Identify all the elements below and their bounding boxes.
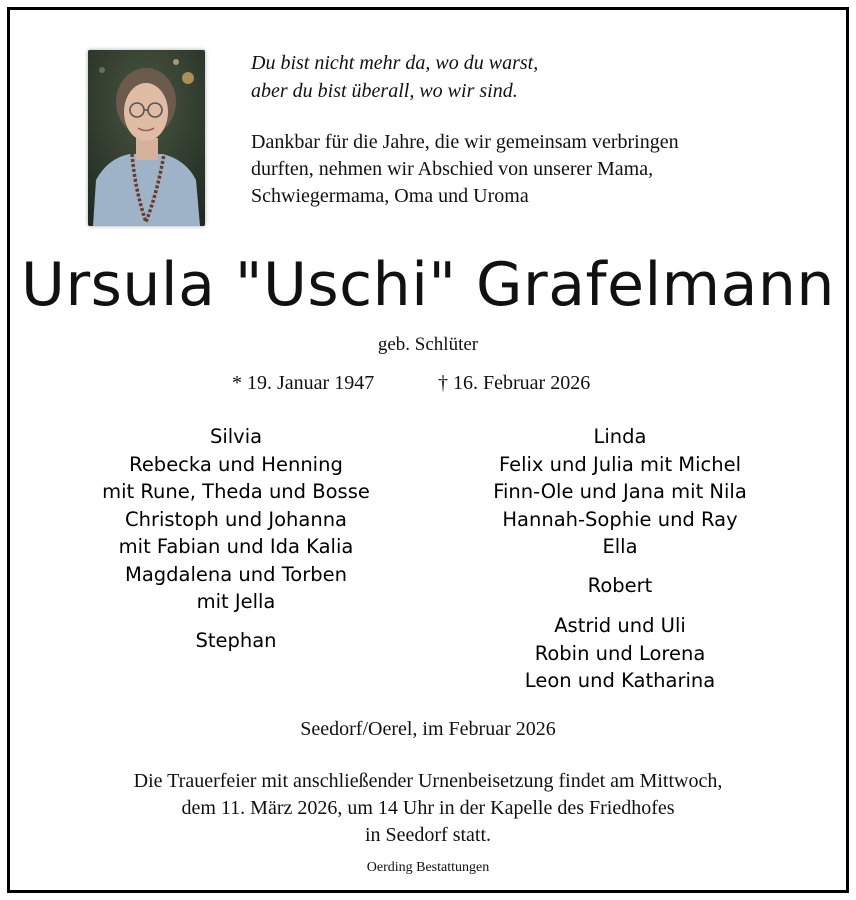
family-name: Christoph und Johanna — [124, 507, 348, 531]
family-name: Robert — [587, 574, 653, 597]
family-left-group-1 — [60, 423, 412, 616]
intro-line-3: Schwiegermama, Oma und Uroma — [251, 185, 529, 207]
family-name: Silvia — [209, 425, 263, 448]
family-name: Astrid und Uli — [554, 614, 686, 637]
family-right-group-2 — [444, 572, 796, 600]
family-right-group-3 — [444, 612, 796, 695]
funeral-home: Oerding Bestattungen — [366, 860, 490, 875]
notice-line-2: dem 11. März 2026, um 14 Uhr in der Kapelle des Friedhofes — [181, 797, 675, 819]
family-name: Leon und Katharina — [524, 669, 716, 692]
family-name: Linda — [593, 425, 647, 448]
family-name: Hannah-Sophie und Ray — [502, 507, 738, 531]
notice-line-1: Die Trauerfeier mit anschließender Urnenbeisetzung findet am Mittwoch, — [133, 770, 723, 792]
family-right-group-1 — [444, 423, 796, 561]
place-date: Seedorf/Oerel, im Februar 2026 — [300, 718, 556, 740]
family-name: Felix und Julia mit Michel — [498, 452, 742, 476]
family-name: mit Fabian und Ida Kalia — [118, 535, 354, 558]
poem-line-2: aber du bist überall, wo wir sind. — [251, 80, 518, 102]
family-name: Ella — [602, 535, 638, 558]
family-name: Rebecka und Henning — [129, 452, 343, 476]
poem-line-1: Du bist nicht mehr da, wo du warst, — [251, 52, 539, 74]
family-name: Robin und Lorena — [534, 641, 706, 665]
family-name: Magdalena und Torben — [125, 562, 347, 586]
family-name: mit Jella — [196, 590, 276, 613]
intro-line-2: durften, nehmen wir Abschied von unserer Mama, — [251, 158, 654, 180]
portrait-photo — [88, 50, 205, 226]
family-left-group-2 — [60, 627, 412, 655]
birth-date: * 19. Januar 1947 — [232, 372, 375, 394]
family-name: mit Rune, Theda und Bosse — [102, 480, 370, 503]
death-date: † 16. Februar 2026 — [438, 372, 591, 394]
maiden-name: geb. Schlüter — [377, 334, 479, 355]
portrait-image — [88, 50, 205, 226]
family-name: Stephan — [195, 629, 277, 652]
deceased-name: Ursula "Uschi" Grafelmann — [21, 250, 835, 320]
notice-line-3: in Seedorf statt. — [364, 824, 492, 846]
family-name: Finn-Ole und Jana mit Nila — [493, 480, 747, 503]
intro-line-1: Dankbar für die Jahre, die wir gemeinsam verbringen — [251, 131, 679, 153]
